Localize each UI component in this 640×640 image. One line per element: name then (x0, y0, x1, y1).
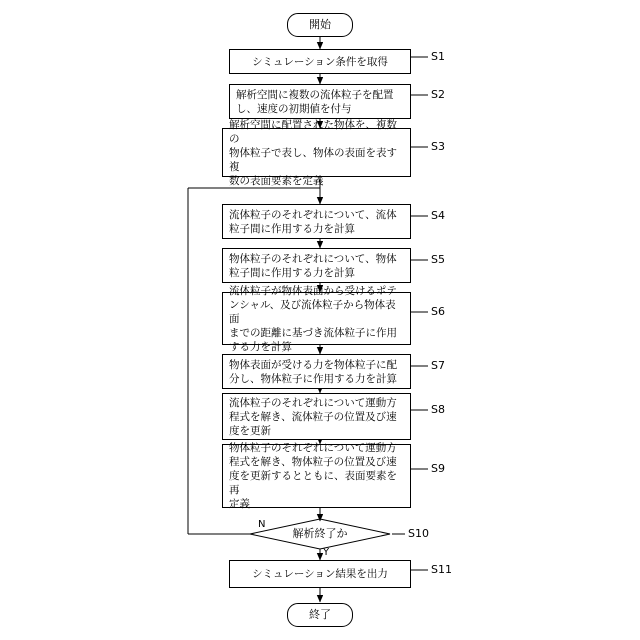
process-node-s6-text: 流体粒子が物体表面から受けるポテ ンシャル、及び流体粒子から物体表面 までの距離に基づき流体粒子に作用 する力を計算 (229, 284, 397, 353)
step-label-s3-text: S3 (431, 140, 445, 153)
step-label-s4 (431, 209, 445, 223)
process-node-s2 (229, 84, 411, 119)
process-node-s6 (222, 284, 411, 353)
process-node-s11-text: シミュレーション結果を出力 (252, 568, 388, 580)
terminal-end (287, 603, 353, 627)
process-node-s5 (222, 248, 411, 283)
process-node-s9-text: 物体粒子のそれぞれについて運動方 程式を解き、物体粒子の位置及び速 度を更新するとともに、表面要素を再 定義 (229, 442, 397, 510)
process-node-s7-text: 物体表面が受ける力を物体粒子に配 分し、物体粒子に作用する力を計算 (229, 358, 397, 385)
step-label-s11 (431, 563, 452, 577)
decision-node-text: 解析終了か (292, 527, 348, 540)
branch-label-no-text: N (258, 519, 266, 530)
step-label-s2-text: S2 (431, 88, 445, 101)
process-node-s11 (229, 560, 411, 588)
step-label-s2 (431, 88, 445, 102)
process-node-s5-text: 物体粒子のそれぞれについて、物体 粒子間に作用する力を計算 (229, 252, 397, 279)
branch-label-yes (323, 547, 329, 559)
terminal-start (287, 13, 353, 37)
process-node-s9 (222, 444, 411, 508)
process-node-s1-text: シミュレーション条件を取得 (252, 55, 388, 68)
process-node-s3 (222, 118, 411, 187)
process-node-s4 (222, 204, 411, 239)
step-label-s10 (408, 527, 429, 541)
step-label-s1 (431, 50, 445, 64)
decision-node-label (272, 527, 368, 541)
terminal-start-label: 開始 (309, 18, 331, 31)
step-label-s9 (431, 462, 445, 476)
step-label-s11-text: S11 (431, 563, 452, 576)
branch-label-no (258, 519, 265, 531)
branch-label-yes-text: Y (323, 547, 330, 558)
step-label-s3 (431, 140, 445, 154)
step-label-s10-text: S10 (408, 527, 429, 540)
step-label-s8-text: S8 (431, 403, 445, 416)
step-label-s6-text: S6 (431, 305, 445, 318)
terminal-end-label: 終了 (309, 608, 331, 621)
step-label-s1-text: S1 (431, 50, 445, 63)
step-label-s6 (431, 305, 445, 319)
step-label-s7-text: S7 (431, 359, 445, 372)
step-label-s9-text: S9 (431, 462, 445, 475)
process-node-s2-text: 解析空間に複数の流体粒子を配置 し、速度の初期値を付与 (236, 88, 394, 115)
step-label-s5-text: S5 (431, 253, 445, 266)
step-label-s5 (431, 253, 445, 267)
process-node-s1 (229, 49, 411, 74)
step-label-s7 (431, 359, 445, 373)
process-node-s8-text: 流体粒子のそれぞれについて運動方 程式を解き、流体粒子の位置及び速 度を更新 (229, 396, 397, 437)
step-label-s8 (431, 403, 445, 417)
process-node-s8 (222, 393, 411, 440)
process-node-s4-text: 流体粒子のそれぞれについて、流体 粒子間に作用する力を計算 (229, 208, 397, 235)
process-node-s7 (222, 354, 411, 389)
step-label-s4-text: S4 (431, 209, 445, 222)
process-node-s3-text: 解析空間に配置された物体を、複数の 物体粒子で表し、物体の表面を表す複 数の表面要素を定義 (229, 118, 397, 187)
